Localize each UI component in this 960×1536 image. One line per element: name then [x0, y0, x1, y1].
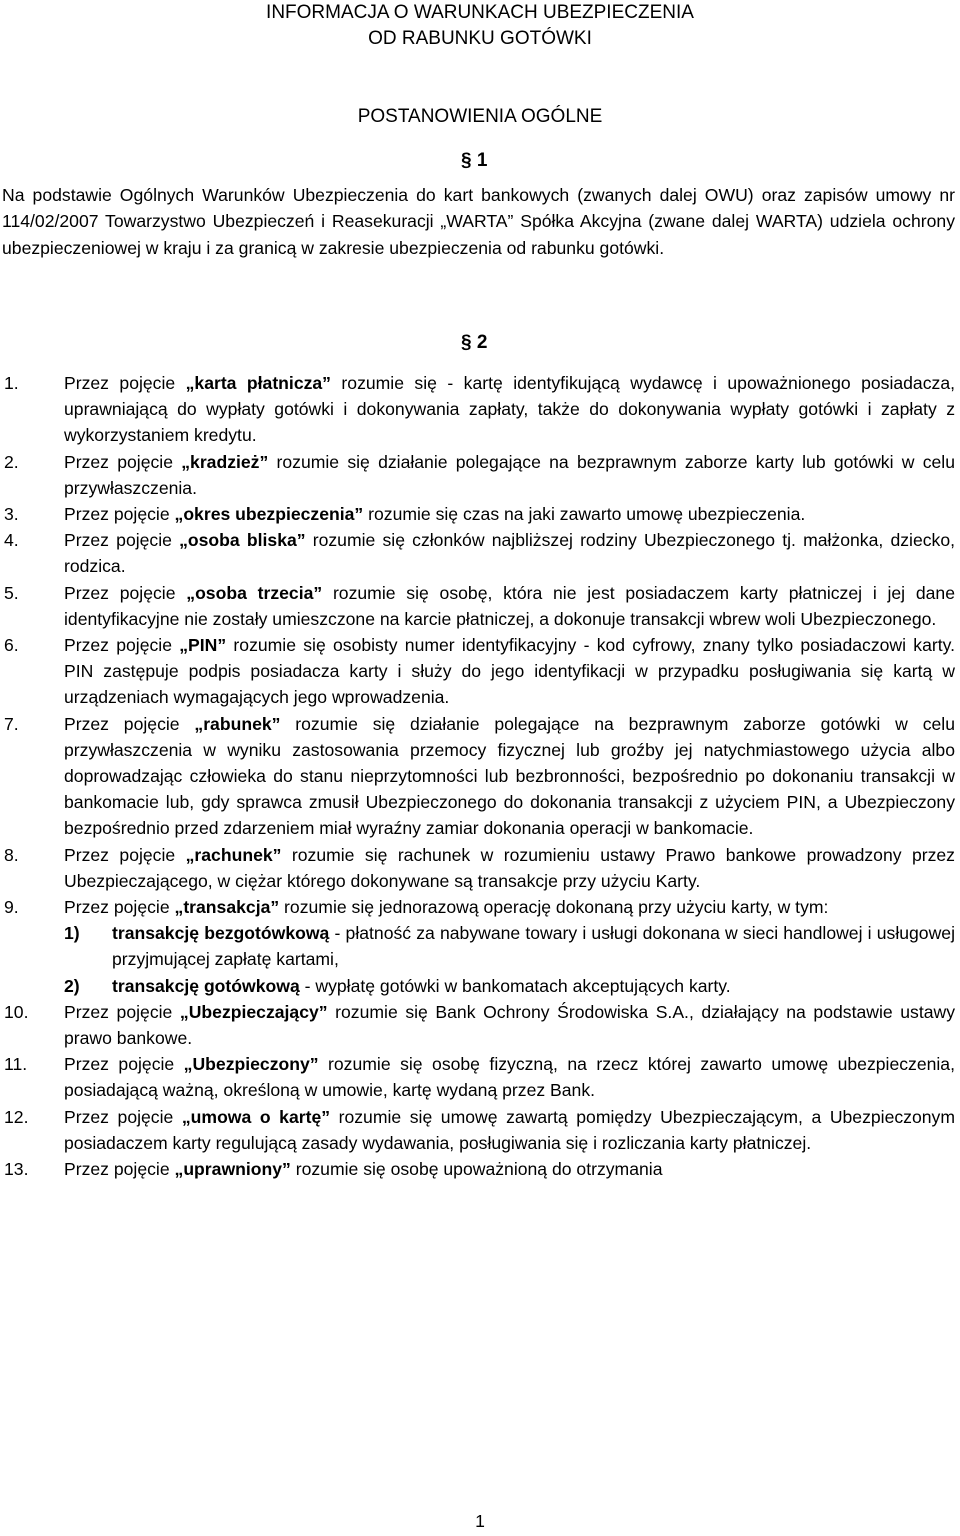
definition-term: „PIN”	[179, 635, 227, 656]
definition-item: 11. Przez pojęcie „Ubezpieczony” rozumie się osobę fizyczną, na rzecz której zawarto umowę ubezpieczenia, posiadającą ważną, określoną w umowie, kartę wydaną przez Bank.	[4, 1054, 955, 1101]
definition-item: 10. Przez pojęcie „Ubezpieczający” rozumie się Bank Ochrony Środowiska S.A., działający na podstawie ustawy prawo bankowe.	[4, 1001, 955, 1049]
definition-item: 5. Przez pojęcie „osoba trzecia” rozumie się osobę, która nie jest posiadaczem karty płatniczej i jej dane identyfikacyjne nie zostały umieszczone na karcie płatniczej, a dokonuje transakcji wbrew woli Ubezpieczonego.	[4, 582, 955, 629]
title-line-2: OD RABUNKU GOTÓWKI	[368, 28, 592, 49]
definition-term: „transakcja”	[174, 897, 280, 918]
definition-item: 3. Przez pojęcie „okres ubezpieczenia” rozumie się czas na jaki zawarto umowę ubezpieczenia.	[4, 504, 806, 525]
transaction-subitem: 1) transakcję bezgotówkową - płatność za nabywane towary i usługi dokonana w sieci handlowej i usługowej przyjmującej zapłatę kartami,	[64, 923, 955, 970]
definition-term: „umowa o kartę”	[181, 1106, 331, 1127]
definition-term: „karta płatnicza”	[185, 373, 331, 393]
title-line-1: INFORMACJA O WARUNKACH UBEZPIECZENIA	[266, 2, 694, 23]
subitem-term: transakcję bezgotówkową	[112, 923, 330, 944]
definition-item: 12. Przez pojęcie „umowa o kartę” rozumie się umowę zawartą pomiędzy Ubezpieczającym, a Ubezpieczonym posiadaczem karty regulującą zasady wydawania, posługiwania się i rozliczania karty płatniczej.	[4, 1106, 955, 1153]
transaction-subitem: 2) transakcję gotówkową - wypłatę gotówki w bankomatach akceptujących karty.	[64, 975, 731, 996]
definition-term: „okres ubezpieczenia”	[174, 504, 364, 525]
definition-item: 1. Przez pojęcie „karta płatnicza” rozumie się - kartę identyfikującą wydawcę i upoważnionego posiadacza, uprawniającą do wypłaty gotówki i dokonywania zapłaty, także do dokonywania wypłaty gotówki i zapłaty z wykorzystaniem kredytu.	[4, 373, 955, 446]
transaction-subitems	[64, 920, 955, 999]
definition-term: „Ubezpieczający”	[179, 1001, 328, 1022]
definition-term: „kradzież”	[181, 451, 269, 472]
definition-term: „uprawniony”	[174, 1159, 291, 1180]
definition-item: 13. Przez pojęcie „uprawniony” rozumie się osobę upoważnioną do otrzymania	[4, 1159, 663, 1180]
definition-term: „rachunek”	[185, 844, 282, 865]
definition-item: 6. Przez pojęcie „PIN” rozumie się osobisty numer identyfikacyjny - kod cyfrowy, znany tylko posiadaczowi karty. PIN zastępuje podpis posiadacza karty i służy do jego identyfikacji w przypadku posługiwania się kartą w urządzeniach wymagających jego wprowadzenia.	[4, 635, 955, 708]
definitions-list	[2, 370, 955, 1182]
definition-item: 9. Przez pojęcie „transakcja” rozumie się jednorazową operację dokonaną przy użyciu karty, w tym: 1) transakcję bezgotówkową - płatność za nabywane towary i usługi dokonana w sieci handlowej i usługowej przyjmującej zapłatę kartami, 2) transakcję gotówkową - wypłatę gotówki w bankomatach akceptujących karty.	[2, 894, 955, 999]
definition-term: „osoba trzecia”	[186, 582, 323, 603]
page-number: 1	[475, 1511, 485, 1531]
definition-item: 4. Przez pojęcie „osoba bliska” rozumie się członków najbliższej rodziny Ubezpieczonego tj. małżonka, dziecko, rodzica.	[4, 530, 955, 577]
paragraph-mark-2: § 2	[461, 332, 488, 353]
definition-term: „rabunek”	[194, 713, 281, 734]
paragraph-mark-1: § 1	[461, 150, 488, 171]
section-heading: POSTANOWIENIA OGÓLNE	[357, 106, 603, 127]
document-title	[0, 0, 960, 52]
subitem-term: transakcję gotówkową	[112, 975, 300, 996]
definition-item: 7. Przez pojęcie „rabunek” rozumie się działanie polegające na bezprawnym zaborze gotówki w celu przywłaszczenia w wyniku zastosowania przemocy fizycznej lub groźby jej natychmiastowego użycia albo doprowadzając człowieka do stanu nieprzytomności lub bezbronności, bezpośrednio po dokonaniu transakcji w bankomacie lub, gdy sprawca zmusił Ubezpieczonego do dokonania transakcji z użyciem PIN, a Ubezpieczony bezpośrednio przed zdarzeniem miał wyraźny zamiar dokonania operacji w bankomacie.	[4, 713, 955, 839]
intro-paragraph: Na podstawie Ogólnych Warunków Ubezpieczenia do kart bankowych (zwanych dalej OWU) oraz zapisów umowy nr 114/02/2007 Towarzystwo Ubezpieczeń i Reasekuracji „WARTA” Spółka Akcyjna (zwane dalej WARTA) udziela ochrony ubezpieczeniowej w kraju i za granicą w zakresie ubezpieczenia od rabunku gotówki.	[2, 185, 955, 258]
definition-term: „osoba bliska”	[179, 530, 306, 551]
definition-item: 2. Przez pojęcie „kradzież” rozumie się działanie polegające na bezprawnym zaborze karty lub gotówki w celu przywłaszczenia.	[4, 451, 955, 498]
definition-term: „Ubezpieczony”	[183, 1054, 319, 1075]
definition-item: 8. Przez pojęcie „rachunek” rozumie się rachunek w rozumieniu ustawy Prawo bankowe prowadzony przez Ubezpieczającego, w ciężar którego dokonywane są transakcje przy użyciu Karty.	[4, 844, 955, 891]
